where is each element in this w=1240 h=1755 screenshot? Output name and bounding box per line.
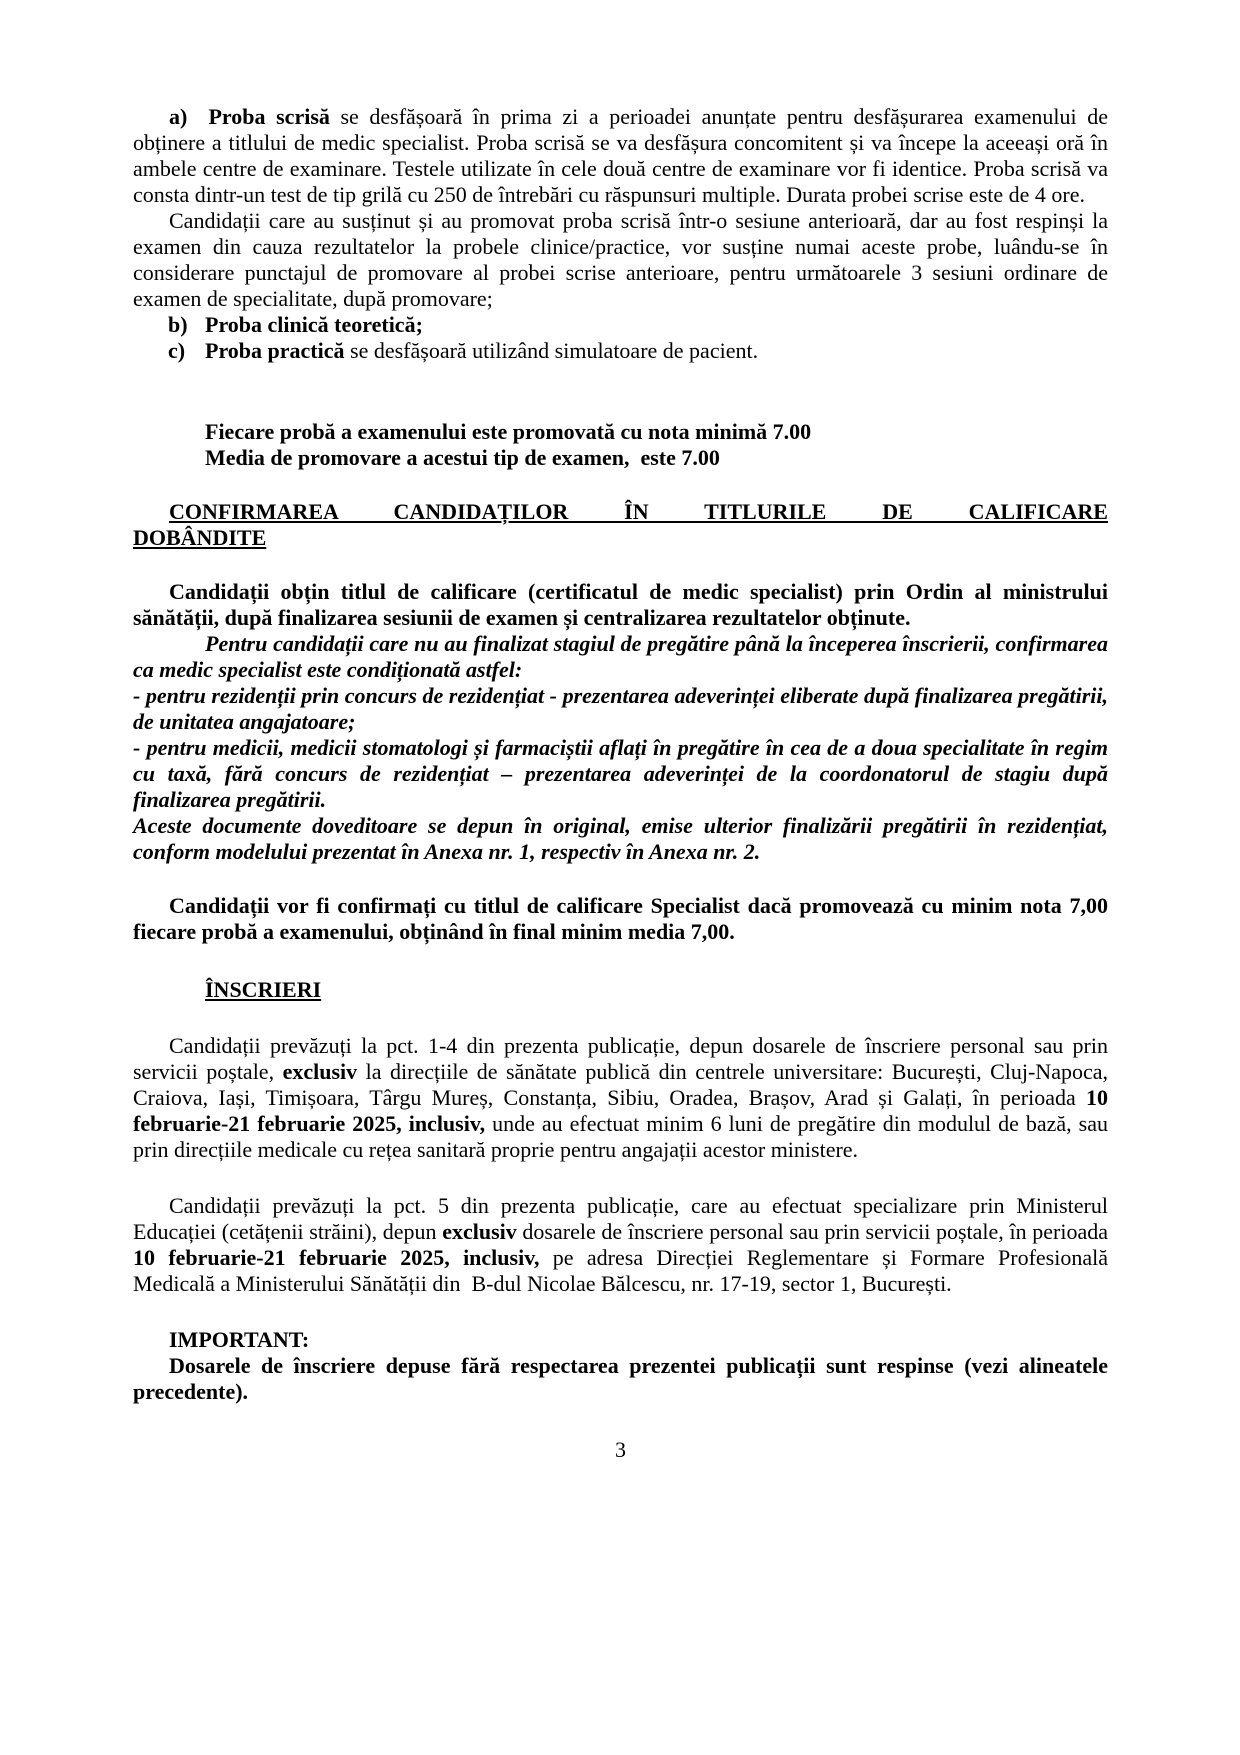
paragraph-inscriere-pct-5	[133, 1193, 1108, 1297]
list-item-proba-practica	[133, 338, 1108, 364]
heading-inscrieri	[133, 977, 1108, 1003]
pct5-exclusiv: exclusiv	[442, 1219, 517, 1244]
note-media-promovare: Media de promovare a acestui tip de examen, este 7.00	[205, 445, 720, 470]
pct14-perioada: 10 februarie-21 februarie 2025, inclusiv,	[133, 1085, 1108, 1136]
paragraph-important-body: Dosarele de înscriere depuse fără respectarea prezentei publicații sunt respinse (vezi alineatele precedente).	[133, 1353, 1108, 1404]
paragraph-conditii-note: Aceste documente doveditoare se depun în original, emise ulterior finalizării pregătirii în rezidențiat, conform modelului prezentat în Anexa nr. 1, respectiv în Anexa nr. 2.	[133, 813, 1108, 864]
pct5-s5: pe adresa Direcției Reglementare și Formare Profesională Medicală a Ministerului Sănătății din B-dul Nicolae Bălcescu, nr. 17-19, sector 1, București.	[133, 1245, 1108, 1296]
pct5-s3: dosarele de înscriere personal sau prin servicii poștale, în perioada	[516, 1219, 1109, 1244]
heading-confirmare-line2: DOBÂNDITE	[133, 525, 267, 550]
heading-important: IMPORTANT:	[169, 1327, 310, 1352]
pct14-s5: unde au efectuat minim 6 luni de pregătire din modulul de bază, sau prin direcțiile medicale cu rețea sanitară proprie pentru angajații acestor ministere.	[133, 1111, 1108, 1162]
heading-confirmare-line1: CONFIRMAREA CANDIDAȚILOR ÎN TITLURILE DE CALIFICARE	[169, 499, 1108, 524]
proba-practica-body: se desfășoară utilizând simulatoare de pacient.	[344, 338, 759, 363]
paragraph-obtin-titlul: Candidații obțin titlul de calificare (certificatul de medic specialist) prin Ordin al ministrului sănătății, după finalizarea sesiunii de examen și centralizarea rezultatelor obținute.	[133, 579, 1108, 630]
paragraph-conditii-item1: - pentru rezidenții prin concurs de rezidențiat - prezentarea adeverinței eliberate după finalizarea pregătirii, de unitatea angajatoare;	[133, 683, 1108, 734]
proba-practica-title: Proba practică	[205, 338, 345, 363]
paragraph-inscriere-pct-1-4	[133, 1033, 1108, 1163]
proba-scrisa-body: se desfășoară în prima zi a perioadei anunțate pentru desfășurarea examenului de obținere a titlului de medic specialist. Proba scrisă se va desfășura concomitent și va începe la aceeași oră în ambele centre de examinare. Testele utilizate în cele două centre de examinare vor fi identice. Proba scrisă va consta dintr-un test de tip grilă cu 250 de întrebări cu răspunsuri multiple. Durata probei scrise este de 4 ore.	[133, 104, 1108, 207]
proba-clinica-title: Proba clinică teoretică;	[205, 312, 423, 337]
pct14-exclusiv: exclusiv	[282, 1059, 358, 1084]
pct5-s1: Candidații prevăzuți la pct. 5 din prezenta publicație, care au efectuat specializare prin Ministerul Educației (cetățenii străini), depun	[133, 1193, 1108, 1244]
page-number: 3	[615, 1437, 626, 1462]
list-label-c: c)	[168, 338, 186, 363]
heading-confirmarea-candidatilor	[133, 499, 1108, 551]
heading-inscrieri-text: ÎNSCRIERI	[205, 977, 322, 1002]
proba-scrisa-lead: a) Proba scrisă	[169, 104, 330, 129]
paragraph-conditii-intro: Pentru candidații care nu au finalizat stagiul de pregătire până la începerea înscrierii, confirmarea ca medic specialist este condiționată astfel:	[133, 631, 1108, 682]
list-item-proba-clinica	[133, 312, 1108, 338]
paragraph-conditii-item2: - pentru medicii, medicii stomatologi și farmaciștii aflați în pregătire în cea de a doua specialitate în regim cu taxă, fără concurs de rezidențiat – prezentarea adeverinței de la coordonatorul de stagiu după finalizarea pregătirii.	[133, 735, 1108, 812]
paragraph-sesiune-anterioara: Candidații care au susținut și au promovat proba scrisă într-o sesiune anterioară, dar au fost respinși la examen din cauza rezultatelor la probele clinice/practice, vor susține numai aceste probe, luându-se în considerare punctajul de promovare al probei scrise anterioare, pentru următoarele 3 sesiuni ordinare de examen de specialitate, după promovare;	[133, 208, 1108, 311]
list-label-b: b)	[168, 312, 188, 337]
pct14-s1: Candidații prevăzuți la pct. 1-4 din prezenta publicație, depun dosarele de înscriere personal sau prin servicii poștale,	[133, 1033, 1108, 1084]
paragraph-proba-scrisa	[133, 104, 1108, 208]
note-nota-minima: Fiecare probă a examenului este promovată cu nota minimă 7.00	[205, 419, 812, 444]
paragraph-confirmati-specialist: Candidații vor fi confirmați cu titlul de calificare Specialist dacă promovează cu minim nota 7,00 fiecare probă a examenului, obținând în final minim media 7,00.	[133, 893, 1108, 944]
pct14-s3: la direcțiile de sănătate publică din centrele universitare: București, Cluj-Napoca, Craiova, Iași, Timișoara, Târgu Mureș, Constanța, Sibiu, Oradea, Brașov, Arad și Galați, în perioada	[133, 1059, 1108, 1110]
pct5-perioada: 10 februarie-21 februarie 2025, inclusiv,	[133, 1245, 540, 1270]
